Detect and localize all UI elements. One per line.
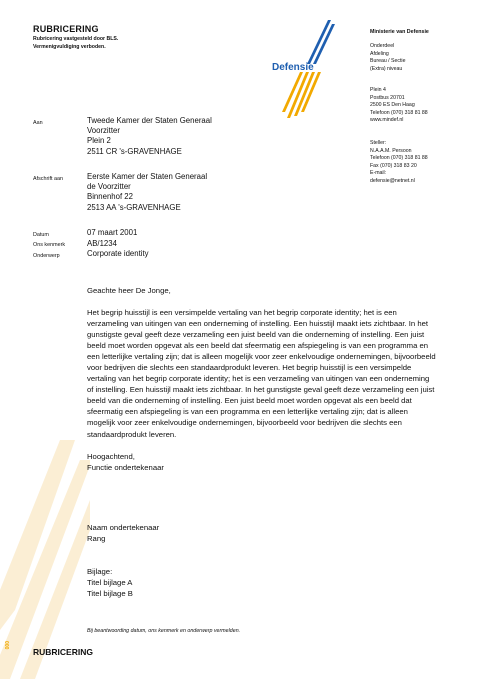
email-link[interactable]: defensie@netnet.nl xyxy=(370,177,415,184)
body-line: voor bedrijven die slechts een standaardprodukt leveren. Het begrip huisstijl is een versimpelde xyxy=(87,363,412,373)
closing-function: Functie ondertekenaar xyxy=(87,463,164,473)
kenmerk-value: AB/1234 xyxy=(87,238,117,248)
attachment-item: Titel bijlage B xyxy=(87,589,133,599)
datum-value: 07 maart 2001 xyxy=(87,228,138,237)
department-block xyxy=(370,43,405,73)
body-line: gunstigste geval geeft deze verzameling een juist beeld van die onderneming of instelling. Een juist xyxy=(87,330,425,340)
body-line: standaardprodukt leveren. xyxy=(87,429,177,439)
onderwerp-value: Corporate identity xyxy=(87,249,149,258)
body-line: verzameling van uitingen van een onderneming of instelling. Een huisstijl maakt iets zichtbaar. In het xyxy=(87,319,429,329)
contact-line: N.A.A.M. Persoon xyxy=(370,147,412,154)
website-link[interactable]: www.mindef.nl xyxy=(370,117,404,124)
closing-block xyxy=(87,451,372,473)
footer-rubric-title: RUBRICERING xyxy=(33,647,93,657)
afschrift-label: Afschrift aan xyxy=(33,176,63,182)
bijlage-label: Bijlage: xyxy=(87,567,113,576)
rubric-subtitle xyxy=(33,35,118,51)
address-line: Postbus 20701 xyxy=(370,94,405,101)
aan-label: Aan xyxy=(33,120,43,126)
background-stripes xyxy=(0,440,90,679)
rubric-line: Vermenigvuldiging verboden. xyxy=(33,44,106,51)
address-block xyxy=(370,87,428,125)
department-line: Onderdeel xyxy=(370,43,395,49)
body-line: mogelijk voor zeer enkelvoudige ondernemingen, bijvoorbeeld voor bedrijven die slechts een xyxy=(87,418,402,428)
kenmerk-label: Ons kenmerk xyxy=(33,242,66,248)
address-line: 2513 AA 's-GRAVENHAGE xyxy=(87,202,181,212)
salutation: Geachte heer De Jonge, xyxy=(87,286,171,295)
address-line: Plein 4 xyxy=(370,87,386,93)
rubric-title: RUBRICERING xyxy=(33,24,99,34)
page-number: 000 xyxy=(5,641,11,650)
ministry-name: Ministerie van Defensie xyxy=(370,29,429,35)
address-line: Telefoon (070) 318 81 88 xyxy=(370,109,428,116)
address-line: de Voorzitter xyxy=(87,182,131,192)
signer-name: Naam ondertekenaar xyxy=(87,523,160,532)
body-line: een letterlijke vertaling zijn; dat is alleen mogelijk voor zeer enkelvoudige ondernemingen, bijvoorbeeld xyxy=(87,352,436,362)
afschrift-address xyxy=(87,172,207,213)
address-line: 2511 CR 's-GRAVENHAGE xyxy=(87,146,182,156)
attachment-item: Titel bijlage A xyxy=(87,578,133,588)
contact-line: Steller: xyxy=(370,140,387,146)
contact-line: Telefoon (070) 318 81 88 xyxy=(370,155,428,162)
closing: Hoogachtend, xyxy=(87,452,135,461)
datum-label: Datum xyxy=(33,232,49,238)
department-line: Bureau / Sectie xyxy=(370,58,406,65)
letter-body xyxy=(87,307,436,440)
rubric-line: Rubricering vastgesteld door BLS. xyxy=(33,36,119,42)
department-line: Afdeling xyxy=(370,50,389,57)
body-line: beeld moet worden opgevat als een beeld dat sfeermatig een afspiegeling is van een programma en xyxy=(87,341,429,351)
body-line: sfeermatig een afspiegeling is van een programma en een letterlijke vertaling zijn; dat is alleen xyxy=(87,407,408,417)
body-line: of instelling. Een huisstijl maakt iets zichtbaar. In het gunstigste geval geeft deze verzameling een juist xyxy=(87,385,435,395)
aan-address xyxy=(87,116,212,157)
onderwerp-label: Onderwerp xyxy=(33,253,60,259)
contact-line: Fax (070) 318 83 20 xyxy=(370,162,417,169)
contact-line: E-mail: xyxy=(370,170,387,177)
address-line: Plein 2 xyxy=(87,136,111,146)
contact-block xyxy=(370,140,428,186)
address-line: 2500 ES Den Haag xyxy=(370,102,415,109)
body-line: beeld van die onderneming of instelling. Een juist beeld moet worden opgevat als een beeld dat xyxy=(87,396,412,406)
address-line: Tweede Kamer der Staten Generaal xyxy=(87,116,212,125)
attachments-block xyxy=(87,566,372,599)
address-line: Voorzitter xyxy=(87,126,120,136)
signer-rank: Rang xyxy=(87,534,106,544)
address-line: Eerste Kamer der Staten Generaal xyxy=(87,172,208,181)
department-line: (Extra) niveau xyxy=(370,65,403,72)
body-line: vertaling van het begrip corporate identity; het is een verzameling van uitingen van een onderneming xyxy=(87,374,430,384)
footer-note: Bij beantwoording datum, ons kenmerk en onderwerp vermelden. xyxy=(87,628,241,634)
signature-block xyxy=(87,522,372,544)
body-line: Het begrip huisstijl is een versimpelde vertaling van het begrip corporate identity; het is een xyxy=(87,308,397,317)
address-line: Binnenhof 22 xyxy=(87,192,133,202)
defensie-logo xyxy=(270,20,340,120)
logo-text: Defensie xyxy=(272,62,314,73)
